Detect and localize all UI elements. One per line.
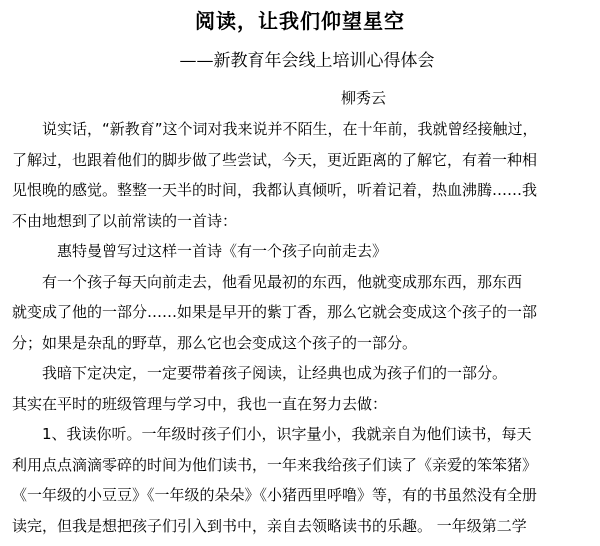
- paragraph-line: 了解过，也跟着他们的脚步做了些尝试，今天，更近距离的了解它，有着一种相: [12, 150, 538, 169]
- document-body: [12, 114, 598, 541]
- document-subtitle: ——新教育年会线上培训心得体会: [179, 51, 435, 71]
- document-title: 阅读，让我们仰望星空: [195, 9, 405, 33]
- paragraph-line: 分；如果是杂乱的野草，那么它也会变成这个孩子的一部分。: [12, 333, 418, 352]
- paragraph-line: 《一年级的小豆豆》《一年级的朵朵》《小猪西里呼噜》等，有的书虽然没有全册: [12, 486, 538, 504]
- paragraph-line: 读完，但我是想把孩子们引入到书中，亲自去领略读书的乐趣。 一年级第二学: [12, 516, 527, 535]
- paragraph-line: 我暗下定决定，一定要带着孩子阅读，让经典也成为孩子们的一部分。: [42, 364, 508, 382]
- paragraph-line: 有一个孩子每天向前走去，他看见最初的东西，他就变成那东西，那东西: [42, 272, 523, 291]
- paragraph-line: 其实在平时的班级管理与学习中，我也一直在努力去做：: [12, 394, 388, 413]
- paragraph-line: 说实话，“新教育”这个词对我来说并不陌生，在十年前，我就曾经接触过，: [42, 120, 538, 138]
- paragraph-line: 见恨晚的感觉。整整一天半的时间，我都认真倾听，听着记着，热血沸腾……我: [12, 181, 538, 199]
- paragraph-line: 1、我读你听。一年级时孩子们小，识字量小，我就亲自为他们读书，每天: [42, 425, 532, 443]
- paragraph-line: 惠特曼曾写过这样一首诗《有一个孩子向前走去》: [57, 242, 388, 260]
- paragraph-line: 利用点点滴滴零碎的时间为他们读书，一年来我给孩子们读了《亲爱的笨笨猪》: [12, 455, 538, 474]
- author-name: 柳秀云: [341, 89, 387, 107]
- paragraph-line: 不由地想到了以前常读的一首诗：: [12, 211, 238, 230]
- paragraph-line: 就变成了他的一部分……如果是早开的紫丁香，那么它就会变成这个孩子的一部: [12, 303, 538, 321]
